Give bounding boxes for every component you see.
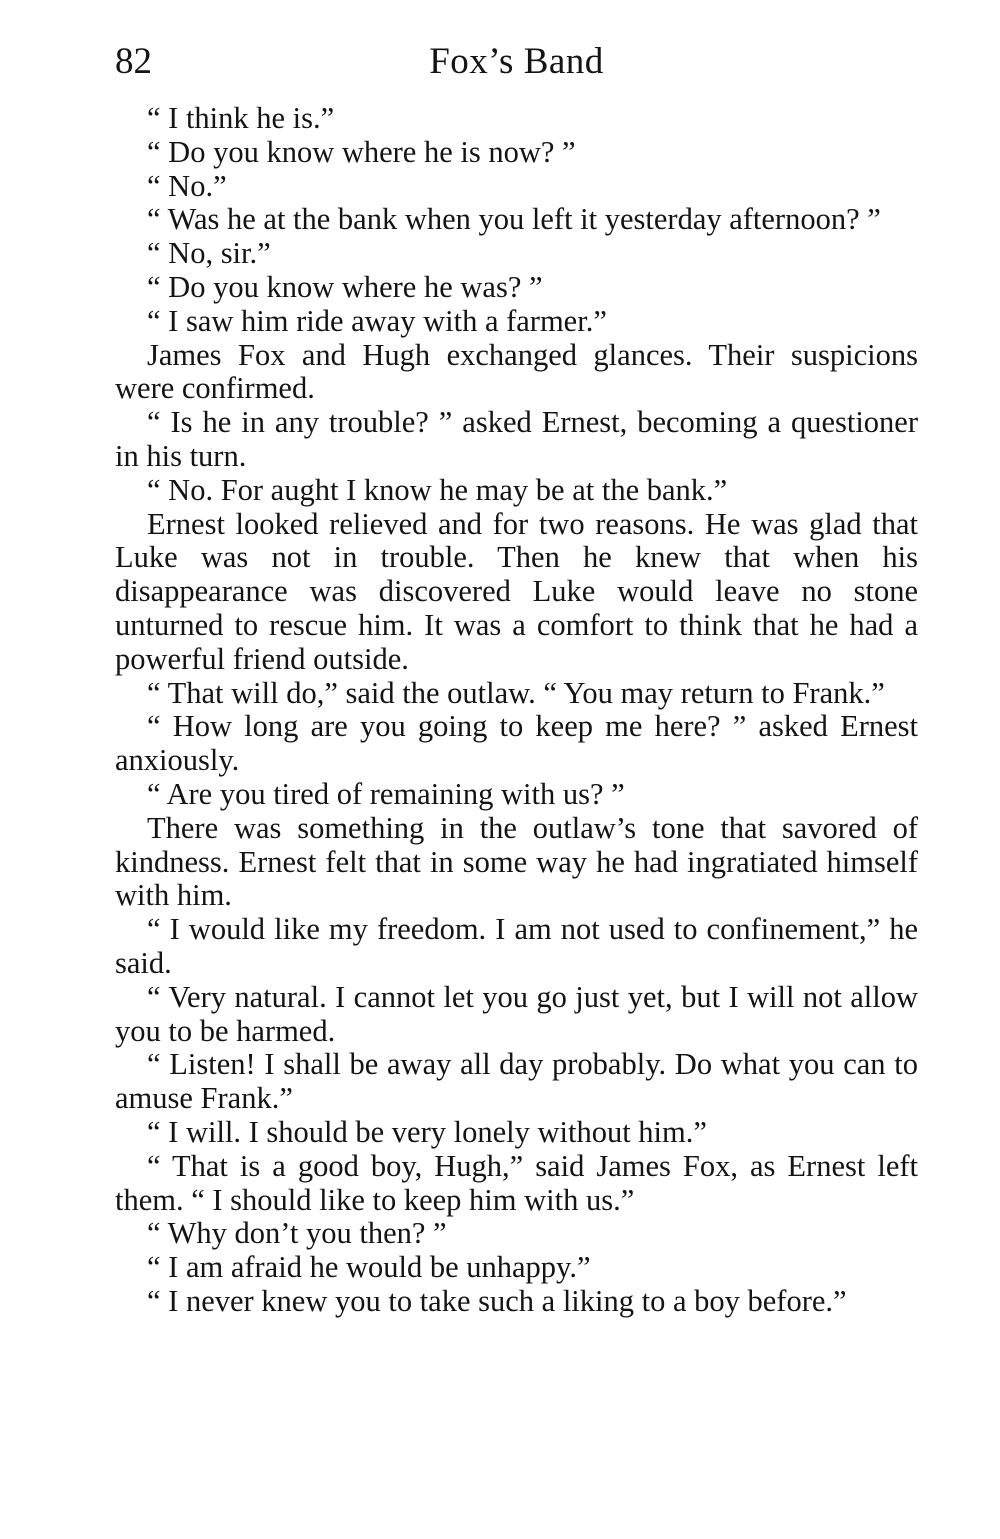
paragraph: “ I would like my freedom. I am not used to confinement,” he said. bbox=[115, 912, 918, 980]
paragraph: “ Do you know where he is now? ” bbox=[147, 134, 576, 169]
paragraph: “ Do you know where he was? ” bbox=[147, 269, 543, 304]
paragraph: “ No, sir.” bbox=[147, 236, 271, 271]
paragraph: “ That will do,” said the outlaw. “ You may return to Frank.” bbox=[147, 675, 885, 710]
paragraph: There was something in the outlaw’s tone that savored of kindness. Ernest felt that in some way he had ingratiated himself with him. bbox=[115, 810, 918, 913]
paragraph: Ernest looked relieved and for two reasons. He was glad that Luke was not in trouble. Then he knew that when his disappearance was discovered Luke would leave no stone unturned to rescue him. It was a comfort to think that he had a powerful friend outside. bbox=[115, 506, 918, 676]
paragraph: “ No.” bbox=[147, 168, 227, 203]
paragraph: “ Why don’t you then? ” bbox=[147, 1216, 447, 1251]
paragraph: “ Is he in any trouble? ” asked Ernest, becoming a questioner in his turn. bbox=[115, 405, 918, 473]
paragraph: James Fox and Hugh exchanged glances. Their suspicions were confirmed. bbox=[115, 337, 918, 406]
body-text bbox=[115, 102, 918, 1319]
paragraph: “ Listen! I shall be away all day probably. Do what you can to amuse Frank.” bbox=[115, 1047, 918, 1116]
paragraph: “ I am afraid he would be unhappy.” bbox=[147, 1250, 591, 1285]
paragraph: “ Are you tired of remaining with us? ” bbox=[147, 776, 625, 811]
paragraph: “ I will. I should be very lonely without him.” bbox=[147, 1114, 707, 1149]
paragraph: “ I saw him ride away with a farmer.” bbox=[147, 303, 607, 338]
paragraph: “ No. For aught I know he may be at the bank.” bbox=[147, 472, 728, 507]
paragraph: “ I think he is.” bbox=[147, 101, 335, 135]
book-page bbox=[115, 40, 918, 1319]
page-number: 82 bbox=[115, 41, 152, 82]
paragraph: “ How long are you going to keep me here? ” asked Ernest anxiously. bbox=[115, 709, 918, 778]
paragraph: “ Very natural. I cannot let you go just yet, but I will not allow you to be harmed. bbox=[115, 979, 918, 1048]
paragraph: “ I never knew you to take such a liking to a boy before.” bbox=[147, 1283, 847, 1318]
page-header bbox=[115, 40, 918, 92]
paragraph: “ That is a good boy, Hugh,” said James Fox, as Ernest left them. “ I should like to keep him with us.” bbox=[115, 1148, 918, 1217]
running-title: Fox’s Band bbox=[429, 41, 604, 82]
paragraph: “ Was he at the bank when you left it yesterday afternoon? ” bbox=[147, 202, 881, 237]
